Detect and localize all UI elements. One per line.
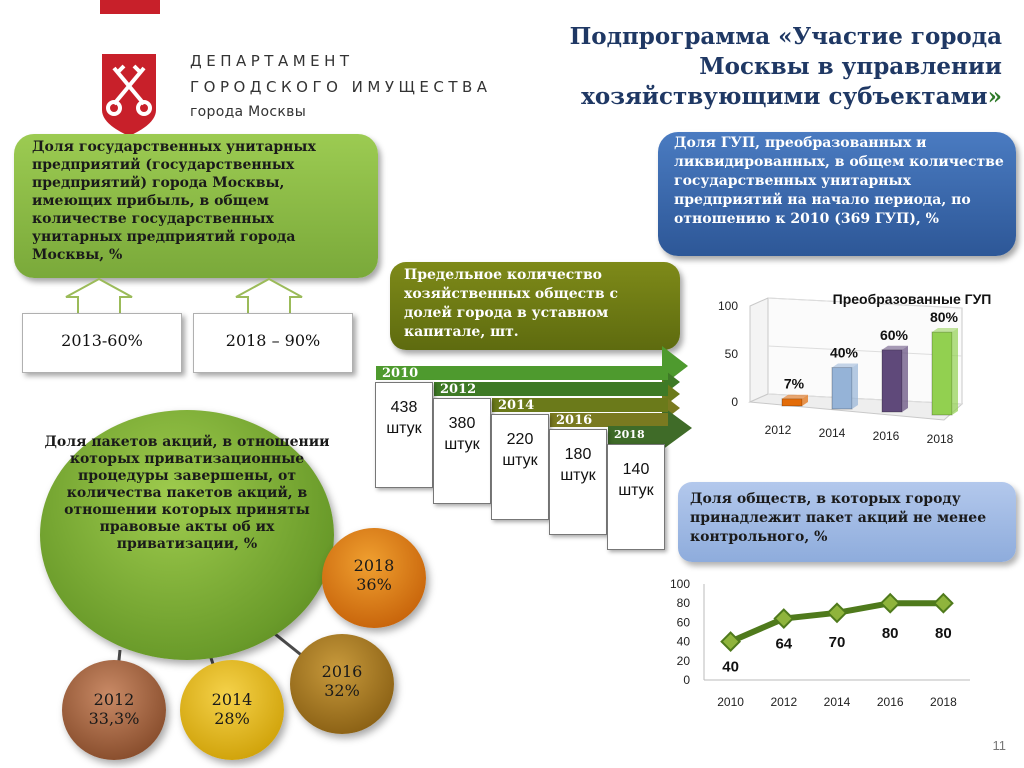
y-tick-label: 20 (676, 653, 690, 668)
y-tick-label: 100 (669, 577, 690, 591)
page-title (542, 22, 1002, 112)
bar-side (902, 346, 908, 412)
gup-share-text: Доля ГУП, преобразованных и ликвидированных, в общем количестве государственных унитарных предприятий на начало периода, по отношению к 2010 (369 ГУП), % (674, 135, 1004, 227)
x-tick-label: 2016 (872, 429, 900, 443)
y-tick-label: 80 (676, 596, 690, 611)
line-value-label: 80 (881, 625, 899, 643)
dept-line-2: ГОРОДСКОГО ИМУЩЕСТВА (190, 78, 492, 96)
department-name (190, 52, 492, 120)
controlling-share-text: Доля обществ, в которых городу принадлежит пакет акций не менее контрольного, % (690, 491, 987, 545)
privatization-2014-year: 2014 (211, 690, 253, 709)
privatization-text: Доля пакетов акций, в отношении которых приватизационные процедуры завершены, от количества пакетов акций, в отношении которых приняты правовые акты об их приватизации, % (44, 434, 330, 552)
converted-gup-bar-chart (700, 280, 1018, 470)
privatization-2016-value: 32% (324, 681, 360, 700)
step-value-2010: 438 (390, 399, 418, 416)
step-card-2016 (549, 429, 607, 535)
privatization-2016 (290, 634, 394, 734)
line-point (934, 594, 952, 612)
page-title-quote: » (987, 83, 1002, 110)
profit-share-box (14, 134, 378, 278)
profit-2018-value: 2018 – 90% (193, 313, 353, 373)
profit-share-text: Доля государственных унитарных предприятий (государственных предприятий) города Москвы, имеющих прибыль, в общем количестве государственных унитарных предприятий города Москвы, % (32, 139, 316, 263)
step-unit-2018: штук (618, 482, 654, 499)
line-value-label: 70 (828, 633, 846, 651)
line-value-label: 80 (935, 625, 952, 643)
x-tick-label: 2018 (926, 432, 954, 446)
line-point (881, 594, 899, 612)
controlling-share-line-chart (660, 572, 980, 717)
brand-top-bar (100, 0, 160, 14)
controlling-share-box (678, 482, 1016, 562)
y-tick-label: 100 (717, 299, 738, 313)
step-value-2018: 140 (622, 461, 650, 478)
bar-chart-title: Преобразованные ГУП (832, 291, 992, 307)
y-tick-label: 40 (676, 634, 690, 649)
x-tick-label: 2010 (717, 695, 744, 709)
privatization-2018 (322, 528, 426, 628)
x-tick-label: 2016 (876, 695, 904, 709)
step-bar-2012: 2012 (434, 382, 668, 396)
x-tick-label: 2012 (770, 695, 798, 709)
department-logo-icon (100, 52, 158, 138)
bar-side (952, 328, 958, 415)
privatization-2018-value: 36% (356, 575, 392, 594)
line-point (722, 633, 740, 651)
privatization-2012 (62, 660, 166, 760)
bar-value-label: 7% (783, 375, 805, 392)
x-tick-label: 2014 (818, 426, 846, 440)
up-arrow-icon (236, 279, 302, 317)
line-point (775, 610, 793, 628)
bar (832, 368, 852, 409)
step-card-2018 (607, 444, 665, 550)
companies-limit-text: Предельное количество хозяйственных обществ с долей города в уставном капитале, шт. (404, 267, 618, 340)
bar (932, 332, 952, 415)
bar (882, 350, 902, 412)
step-bar-2016: 2016 (550, 413, 668, 427)
y-tick-label: 50 (724, 347, 738, 361)
privatization-2014-value: 28% (214, 709, 250, 728)
step-bar-2010: 2010 (376, 366, 668, 380)
chart-side-wall (750, 298, 768, 402)
dept-line-3: города Москвы (190, 104, 307, 120)
privatization-2012-value: 33,3% (88, 709, 140, 728)
step-unit-2010: штук (386, 420, 422, 437)
x-tick-label: 2012 (764, 423, 792, 437)
step-bar-2014: 2014 (492, 398, 668, 412)
step-card-2014 (491, 414, 549, 520)
line-value-label: 40 (722, 658, 739, 676)
companies-limit-box (390, 262, 680, 350)
step-value-2014: 220 (506, 431, 534, 448)
step-bar-2018: 2018 (608, 426, 668, 444)
line-point (828, 604, 846, 622)
step-unit-2016: штук (560, 467, 596, 484)
x-tick-label: 2014 (823, 695, 851, 709)
bar-value-label: 80% (929, 309, 959, 326)
x-tick-label: 2018 (930, 695, 957, 709)
bar-value-label: 40% (829, 344, 859, 361)
bar (782, 399, 802, 406)
line-value-label: 64 (775, 635, 793, 653)
privatization-2016-year: 2016 (321, 662, 363, 681)
privatization-circle (40, 410, 334, 660)
step-card-2012 (433, 398, 491, 504)
up-arrows (64, 277, 324, 317)
gup-share-box (658, 132, 1016, 256)
privatization-2018-year: 2018 (353, 556, 395, 575)
y-tick-label: 0 (731, 395, 738, 409)
step-unit-2012: штук (444, 436, 480, 453)
up-arrow-icon (66, 279, 132, 317)
page-number: 11 (992, 738, 1006, 753)
step-value-2016: 180 (564, 446, 592, 463)
y-tick-label: 0 (683, 673, 690, 687)
privatization-2012-year: 2012 (93, 690, 135, 709)
profit-2013-value: 2013-60% (22, 313, 182, 373)
step-unit-2014: штук (502, 452, 538, 469)
bar-side (852, 364, 858, 409)
page-title-text: Подпрограмма «Участие города Москвы в управлении хозяйствующими субъектами (569, 23, 1002, 110)
y-tick-label: 60 (676, 615, 690, 630)
dept-line-1: ДЕПАРТАМЕНТ (190, 52, 354, 70)
privatization-2014 (180, 660, 284, 760)
bar-value-label: 60% (879, 326, 909, 343)
step-value-2012: 380 (448, 415, 476, 432)
